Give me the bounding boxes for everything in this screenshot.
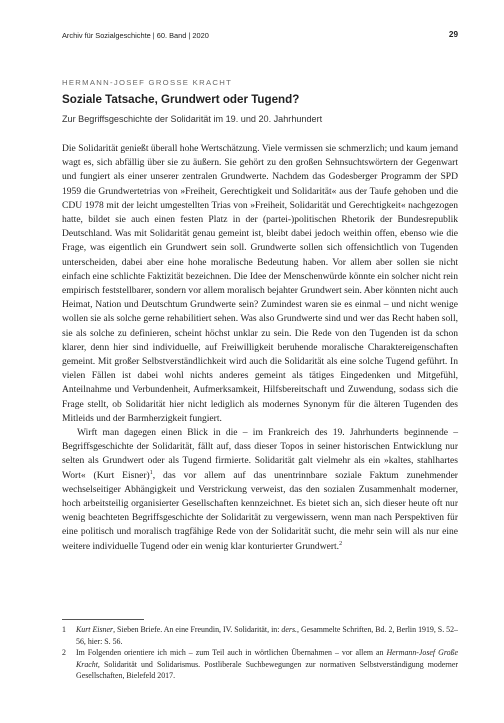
article-author: HERMANN-JOSEF GROSSE KRACHT <box>62 78 233 87</box>
footnote-ref-2[interactable]: 2 <box>339 540 343 547</box>
footnote-1 <box>62 624 458 647</box>
footnote-citation-part: , Sieben Briefe. An eine Freundin, IV. Solidarität, in: <box>113 625 282 634</box>
footnote-number: 2 <box>62 648 66 657</box>
footnote-ders: ders. <box>281 625 297 634</box>
footnotes <box>62 624 458 682</box>
footnote-2 <box>62 647 458 682</box>
footnote-number: 1 <box>62 625 66 634</box>
article-body <box>62 142 458 554</box>
paragraph-2-part-1: Wirft man dagegen einen Blick in die – im Frankreich des 19. Jahrhunderts beginnende – Begriffsgeschichte der Solidarität, fällt auf, dass dieser Topos in seiner historischen Entwicklung nur selten als Grundwert oder als Tugend firmierte. Solidarität galt vielmehr als ein »kaltes, stahlhartes Wort« (Kurt Eisner) <box>62 427 458 481</box>
paragraph-2 <box>62 426 458 554</box>
footnote-divider <box>62 619 144 620</box>
footnote-ref-1[interactable]: 1 <box>149 469 153 476</box>
footnote-citation-part: , Solidarität und Solidarismus. Postliberale Suchbewegungen zur normativen Selbstverständigung moderner Gesellschaften, Bielefeld 2017. <box>76 659 458 680</box>
footnote-text <box>76 647 458 682</box>
footnote-author: Hermann-Josef Große Kracht <box>76 648 458 669</box>
paragraph-2-part-2: , das vor allem auf das unentrinnbare soziale Faktum zunehmender wechselseitiger Abhängigkeit und Verstrickung verweist, das den sozialen Zusammenhalt moderner, hoch arbeitsteilig organisierter Gesellschaften kennzeichnet. Es bietet sich an, sich dieser heute oft nur wenig beachteten Begriffsgeschichte der Solidarität zu vergewissern, wenn man nach Perspektiven für eine politisch und moralisch tragfähige Rede von der Solidarität sucht, die mehr sein will als nur eine weitere individuelle Tugend oder ein wenig klar konturierter Grundwert. <box>62 469 458 552</box>
article-subtitle: Zur Begriffsgeschichte der Solidarität im 19. und 20. Jahrhundert <box>62 114 323 124</box>
footnote-citation-part: Im Folgenden orientiere ich mich – zum Teil auch in wörtlichen Übernahmen – vor allem an <box>76 648 387 657</box>
page-number: 29 <box>448 30 458 39</box>
running-head: Archiv für Sozialgeschichte | 60. Band | 2020 <box>62 31 209 40</box>
footnote-author: Kurt Eisner <box>76 625 114 634</box>
paragraph-1: Die Solidarität genießt überall hohe Wertschätzung. Viele vermissen sie schmerzlich; und kaum jemand wagt es, sich abfällig über sie zu äußern. Sie gehört zu den großen Sehnsuchtswörtern der Gegenwart und fungiert als einer unserer zentralen Grundwerte. Nachdem das Godesberger Programm der SPD 1959 die Grundwertetrias von »Freiheit, Gerechtigkeit und Solidarität« aus der Taufe gehoben und die CDU 1978 mit der leicht umgestellten Trias von »Freiheit, Solidarität und Gerechtigkeit« nachgezogen hatte, bildet sie auch einen festen Platz in der (partei-)politischen Rhetorik der Bundesrepublik Deutschland. Was mit Solidarität genau gemeint ist, bleibt dabei jedoch weithin offen, ebenso wie die Frage, was eigentlich ein Grundwert sein soll. Grundwerte sollen sich offensichtlich von Tugenden unterscheiden, dabei aber eine hohe moralische Bedeutung haben. Vor allem aber sollen sie nicht einfach eine schlichte Faktizität bezeichnen. Die Idee der Menschenwürde könnte ein solcher nicht rein empirisch feststellbarer, sondern vor allem moralisch bejahter Grundwert sein. Aber könnten nicht auch Heimat, Nation und Deutschtum Grundwerte sein? Zumindest waren sie es einmal – und nicht wenige wollen sie als solche gerne rehabilitiert sehen. Was also Grundwerte sind und wer das Recht haben soll, sie als solche zu definieren, scheint höchst unklar zu sein. Die Rede von den Tugenden ist da schon klarer, denn hier sind individuelle, auf Freiwilligkeit beruhende moralische Charaktereigenschaften gemeint. Mit großer Selbstverständlichkeit wird auch die Solidarität als eine solche Tugend geführt. In vielen Fällen ist dabei wohl nichts anderes gemeint als tätiges Eingedenken und Mitgefühl, Anteilnahme und Verbundenheit, Aufmerksamkeit, Hilfsbereitschaft und Zuwendung, sodass sich die Frage stellt, ob Solidarität hier nicht lediglich als modernes Synonym für die älteren Tugenden des Mitleids und der Barmherzigkeit fungiert. <box>62 143 458 424</box>
article-title: Soziale Tatsache, Grundwert oder Tugend? <box>62 93 300 106</box>
footnote-citation-part: , Gesammelte Schriften, Bd. 2, Berlin 1919, S. 52–56, hier: S. 56. <box>76 625 458 646</box>
footnote-text <box>76 624 458 647</box>
